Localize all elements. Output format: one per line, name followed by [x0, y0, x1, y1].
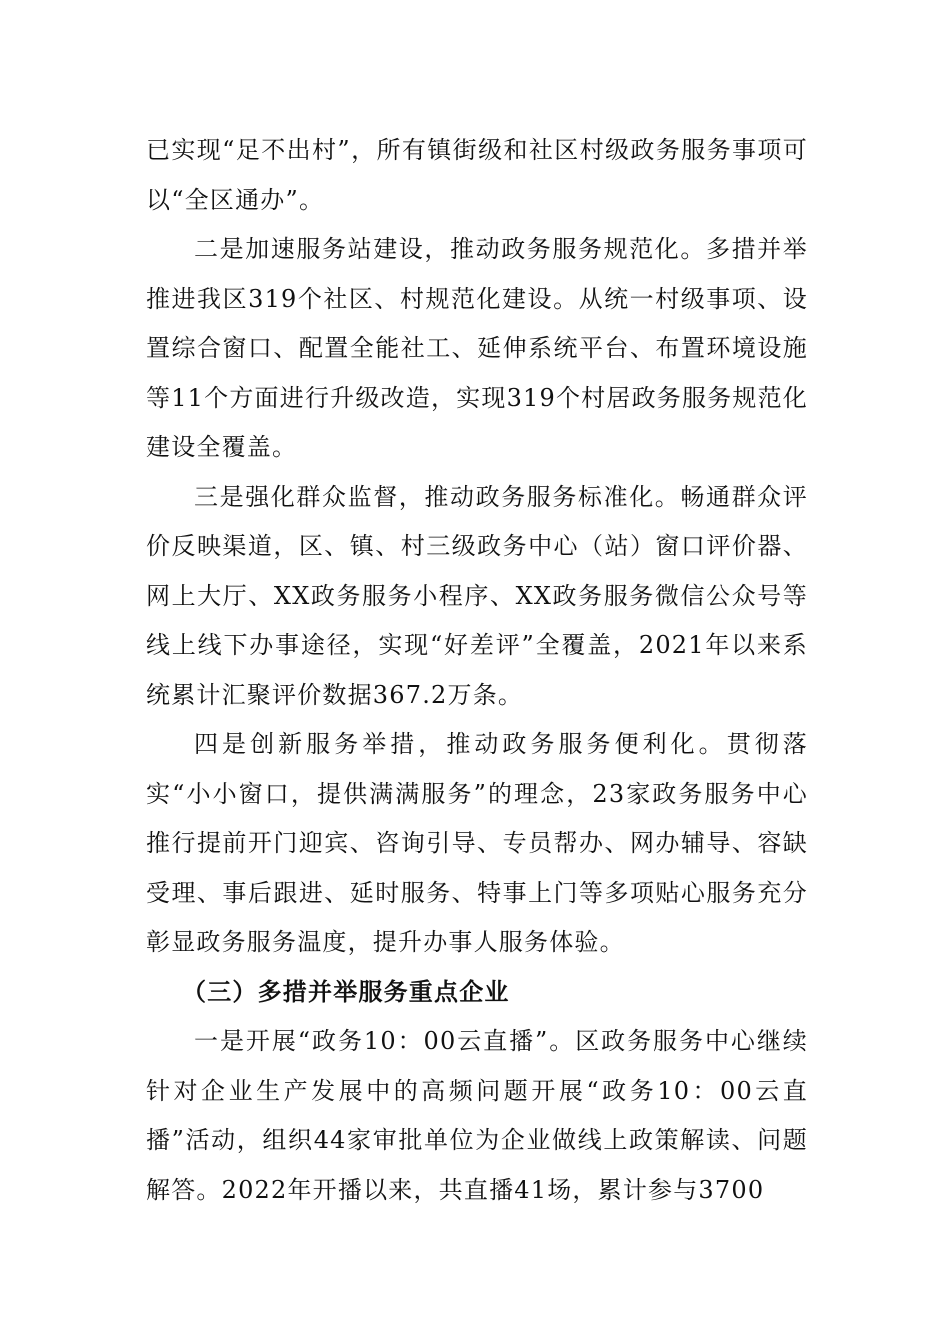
section-heading: （三）多措并举服务重点企业 [182, 977, 510, 1006]
paragraph-live-broadcast: 一是开展“政务10：00云直播”。区政务服务中心继续针对企业生产发展中的高频问题开展“政务10：00云直播”活动，组织44家审批单位为企业做线上政策解读、问题解答。2022年开播以来，共直播41场，累计参与3700 [146, 1027, 808, 1204]
paragraph-continuation: 已实现“足不出村”，所有镇街级和社区村级政务服务事项可以“全区通办”。 [146, 136, 808, 214]
paragraph-service-station: 二是加速服务站建设，推动政务服务规范化。多措并举推进我区319个社区、村规范化建设。从统一村级事项、设置综合窗口、配置全能社工、延伸系统平台、布置环境设施等11个方面进行升级改造，实现319个村居政务服务规范化建设全覆盖。 [146, 235, 808, 461]
document-body [146, 126, 808, 1215]
paragraph-innovation: 四是创新服务举措，推动政务服务便利化。贯彻落实“小小窗口，提供满满服务”的理念，23家政务服务中心推行提前开门迎宾、咨询引导、专员帮办、网办辅导、容缺受理、事后跟进、延时服务、特事上门等多项贴心服务充分彰显政务服务温度，提升办事人服务体验。 [146, 730, 808, 956]
paragraph-supervision: 三是强化群众监督，推动政务服务标准化。畅通群众评价反映渠道，区、镇、村三级政务中心（站）窗口评价器、网上大厅、XX政务服务小程序、XX政务服务微信公众号等线上线下办事途径，实现“好差评”全覆盖，2021年以来系统累计汇聚评价数据367.2万条。 [146, 482, 808, 709]
